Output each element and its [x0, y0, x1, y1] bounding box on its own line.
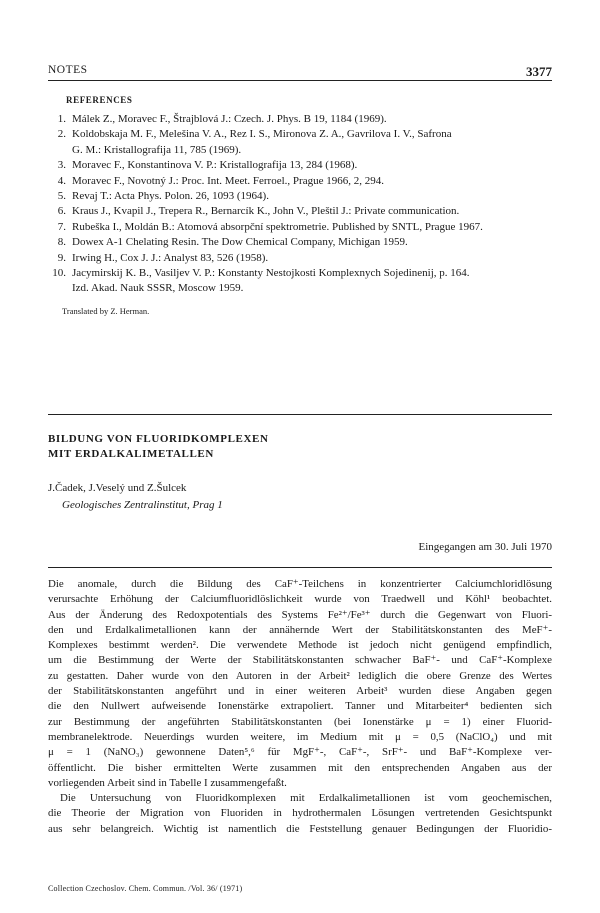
body-line: μ = 1 (NaNO₃) gewonnene Daten⁵,⁶ für MgF⁺-, CaF⁺-, SrF⁺- und BaF⁺-Komplexe ver-	[48, 746, 552, 759]
body-line: der Stabilitätskonstanten angeführt und in einer weiteren Arbeit³ wurden diese Angaben gegen	[48, 685, 552, 698]
article-authors: J.Čadek, J.Veselý und Z.Šulcek	[48, 482, 187, 494]
body-line: Die Untersuchung von Fluoridkomplexen mit Erdalkalimetallionen ist vom geochemischen,	[60, 792, 552, 805]
body-line: um die Bestimmung der Werte der Stabilitätskonstanten schwacher BaF⁺- und CaF⁺-Komplexe	[48, 654, 552, 667]
body-line: Die anomale, durch die Bildung des CaF⁺-Teilchens in konzentrierter Calciumchloridlösung	[48, 578, 552, 590]
reference-number: 3.	[57, 159, 66, 172]
translator-credit: Translated by Z. Herman.	[62, 306, 150, 316]
reference-item	[48, 235, 552, 250]
reference-text: Kraus J., Kvapil J., Trepera R., Bernarcík K., John V., Pleštil J.: Private communication.	[72, 205, 460, 218]
reference-number: 4.	[57, 174, 66, 187]
article-affiliation: Geologisches Zentralinstitut, Prag 1	[62, 499, 223, 511]
reference-text: Rubeška I., Moldán B.: Atomová absorpční spektrometrie. Published by SNTL, Prague 1967.	[72, 220, 483, 233]
reference-text: Irwing H., Cox J. J.: Analyst 83, 526 (1958).	[72, 251, 269, 264]
reference-item	[48, 189, 552, 204]
reference-item	[48, 220, 552, 235]
section-separator	[48, 414, 552, 415]
references-heading: REFERENCES	[66, 95, 133, 105]
article-title-line: BILDUNG VON FLUORIDKOMPLEXEN	[48, 433, 269, 445]
body-line: vorliegenden Arbeit sind in Tabelle I zusammengefaßt.	[48, 776, 287, 789]
body-line: zu gestatten. Daher wurde von den Autoren in der Arbeit² lediglich die obere Grenze des Wertes	[48, 669, 552, 682]
reference-number: 5.	[57, 190, 66, 203]
reference-number: 8.	[57, 236, 66, 249]
reference-number: 2.	[57, 128, 66, 141]
article-title	[48, 432, 269, 461]
body-line: die Theorie der Migration von Fluoriden in hydrothermalen Lösungen vertretenden Gesichtspunkt	[48, 807, 552, 820]
reference-text: Koldobskaja M. F., Melešina V. A., Rez I. S., Mironova Z. A., Gavrilova I. V., Safrona	[72, 128, 452, 141]
body-line: öffentlicht. Die bisher ermittelten Werte zusammen mit den entsprechenden Angaben aus der	[48, 761, 552, 774]
journal-citation: Collection Czechoslov. Chem. Commun. /Vol. 36/ (1971)	[48, 884, 243, 893]
header-rule	[48, 80, 552, 81]
page-number: 3377	[526, 64, 552, 79]
section-name: NOTES	[48, 64, 88, 76]
reference-item	[48, 204, 552, 219]
reference-text: Jacymirskij K. B., Vasiljev V. P.: Konstanty Nestojkosti Komplexnych Sojedinenij, p. 164.	[72, 267, 470, 280]
reference-item	[48, 127, 552, 158]
reference-text: Dowex A-1 Chelating Resin. The Dow Chemical Company, Michigan 1959.	[72, 236, 408, 249]
body-line: aus sehr belangreich. Wichtig ist namentlich die Feststellung genauer Bedingungen der Fluoridio-	[48, 822, 552, 835]
body-line: zur Bestimmung der angeführten Stabilitätskonstanten (bei Ionenstärke μ = 1) einer Fluorid-	[48, 715, 552, 728]
references-list	[48, 112, 552, 297]
body-line: membranelektrode. Neuerdings wurden weitere, im Medium mit μ = 0,5 (NaClO₄) und mit	[48, 730, 552, 743]
reference-item	[48, 174, 552, 189]
reference-number: 9.	[57, 251, 66, 264]
reference-number: 1.	[57, 113, 66, 125]
reference-text: Moravec F., Konstantinova V. P.: Kristallografija 13, 284 (1968).	[72, 159, 358, 172]
article-title-line: MIT ERDALKALIMETALLEN	[48, 447, 214, 460]
body-line: verursachte Erhöhung der Calciumfluoridlöslichkeit wurde von Traedwell und Köhl¹ beobachtet.	[48, 593, 552, 606]
article-body	[48, 577, 552, 837]
reference-text: Izd. Akad. Nauk SSSR, Moscow 1959.	[72, 282, 244, 295]
body-line: die den Nullwert aufweisende Ionenstärke extrapoliert. Tanner und Mitarbeiter⁴ bedienten sich	[48, 700, 552, 713]
reference-item	[48, 266, 552, 297]
reference-text: Moravec F., Novotný J.: Proc. Int. Meet. Ferroel., Prague 1966, 2, 294.	[72, 174, 384, 187]
reference-number: 10.	[52, 267, 66, 280]
reference-text: G. M.: Kristallografija 11, 785 (1969).	[72, 143, 242, 156]
body-line: den und Erdalkalimetallionen kann der annähernde Wert der Stabilitätskonstanten des MeF⁺-	[48, 623, 552, 636]
reference-text: Málek Z., Moravec F., Štrajblová J.: Czech. J. Phys. B 19, 1184 (1969).	[72, 113, 387, 125]
body-rule	[48, 567, 552, 568]
body-line: Komplexes bestimmt werden². Die verwendete Methode ist jedoch nicht genügend empfindlich,	[48, 639, 552, 652]
reference-number: 7.	[57, 220, 66, 233]
reference-number: 6.	[57, 205, 66, 218]
reference-item	[48, 251, 552, 266]
body-line: Aus der Änderung des Redoxpotentials des Systems Fe²⁺/Fe³⁺ durch die Gegenwart von Fluori-	[48, 608, 552, 621]
reference-text: Revaj T.: Acta Phys. Polon. 26, 1093 (1964).	[72, 190, 269, 203]
reference-item	[48, 158, 552, 173]
reference-item	[48, 112, 552, 127]
received-date: Eingegangen am 30. Juli 1970	[418, 541, 552, 553]
